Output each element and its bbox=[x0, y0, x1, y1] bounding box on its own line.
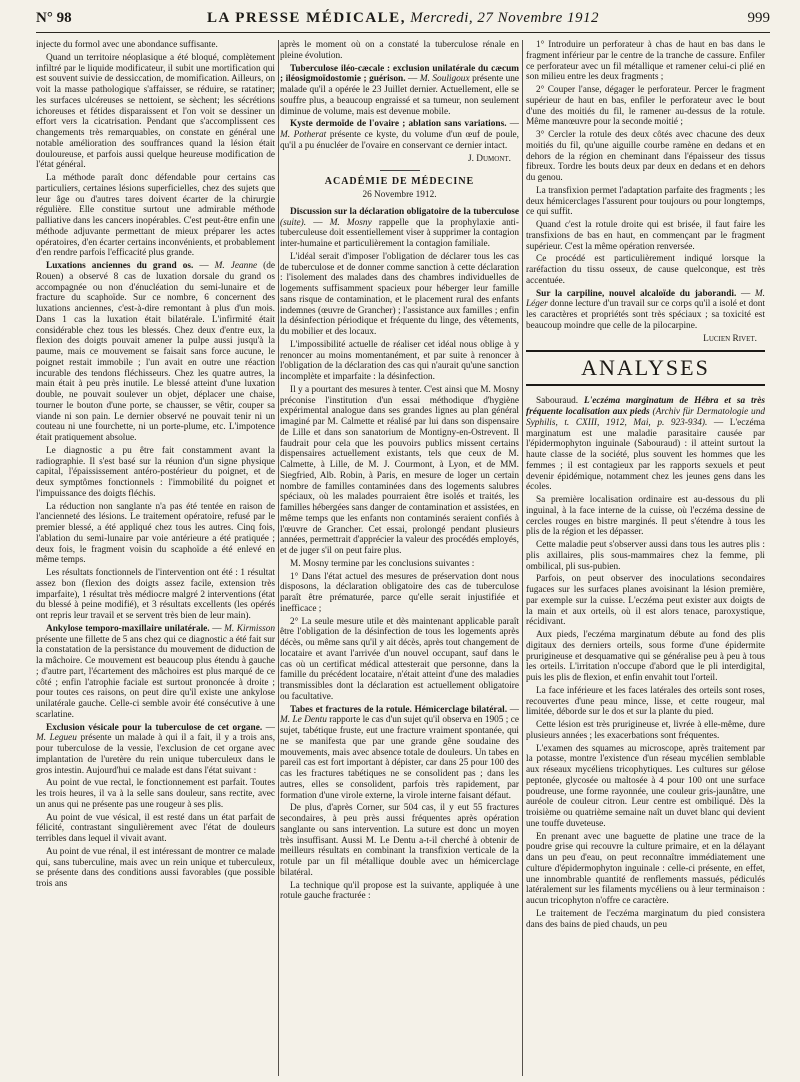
article-text: présente un malade à qui il a fait, il y a trois ans, pour tuberculose de la vessie, l'exclusion de cet organe avec implantation de l'uretère du rein unique tuberculeux dans le gros intestin. Aujourd'hui ce malade est dans l'état suivant : bbox=[36, 733, 275, 776]
column-3 bbox=[526, 40, 765, 1076]
paragraph: 2° Couper l'anse, dégager le perforateur. Percer le fragment supérieur de haut en bas, enfiler le perforateur avec le bout d'une des moitiés du fil, le ramener au-dessus de la rotule. Même manœuvre pour la seconde moitié ; bbox=[526, 85, 765, 128]
article-author: M. Mosny bbox=[329, 217, 372, 228]
section-banner-analyses: ANALYSES bbox=[526, 350, 765, 386]
column-2 bbox=[280, 40, 519, 1076]
separator bbox=[380, 170, 420, 171]
paragraph: Parfois, on peut observer des inoculations secondaires fugaces sur les surfaces planes avoisinant la lésion première, par exemple sur la cuisse. L'eczéma peut exister aux doigts de la main et aux orteils, où il est alors tenace, paroxystique, récidivant. bbox=[526, 574, 765, 628]
article-tuberculose-ileo-caecale: Tuberculose iléo-cæcale : exclusion unilatérale du cæcum ; iléosigmoïdostomie ; guérison. — M. Souligoux présente une malade qu'il a opérée le 23 Juillet dernier. Actuellement, elle se souffre plus, a beaucoup engraissé et sa tumeur, non seulement diminue de volume, mais est devenue mobile. bbox=[280, 63, 519, 117]
article-author: M. Souligoux bbox=[419, 74, 470, 85]
section-heading: ACADÉMIE DE MÉDECINE bbox=[324, 176, 475, 188]
article-text: donne lecture d'un travail sur ce corps qu'il a isolé et dont les caractères et propriétés sont très spéciaux ; sa toxicité est beaucoup moindre que celle de la pilocarpine. bbox=[526, 299, 765, 331]
analysis-text: — L'eczéma marginatum est une maladie parasitaire causée par l'épidermophyton inguinale (Sabouraud) : il atteint surtout la haute classe de la société, plus souvent les hommes que les femmes ; il est contagieux par les rapports sexuels et peut devenir épidémique, notamment chez les jeunes gens dans les écoles. bbox=[526, 417, 765, 493]
signature: J. Dumont. bbox=[468, 153, 511, 164]
paragraph: Ce procédé est particulièrement indiqué lorsque la raréfaction du tissu osseux, de cause quelconque, est très accentuée. bbox=[526, 254, 765, 286]
paragraph: injecte du formol avec une abondance suffisante. bbox=[36, 40, 218, 50]
paragraph: La transfixion permet l'adaptation parfaite des fragments ; les deux hémicerclages l'assurent pour toujours ou pour longtemps, ce qui suffit. bbox=[526, 185, 765, 218]
analysis-eczema bbox=[526, 396, 765, 493]
article-author: M. Le Dentu bbox=[280, 715, 327, 726]
paragraph: L'impossibilité actuelle de réaliser cet idéal nous oblige à y renoncer au moins momentanément, et par suite à renoncer à l'obligation de la déclaration des cas qui n'aurait qu'une sanction incomplète et imparfaite : la désinfection. bbox=[280, 339, 519, 382]
paragraph: La réduction non sanglante n'a pas été tentée en raison de l'ancienneté des lésions. Le traitement opératoire, refusé par le premier blessé, a été appliqué chez tous les autres. Cinq fois, l'ablation du semi-lunaire par voie antérieure a été pratiquée ; deux fois, le fragment voisin du scaphoïde a été enlevé en même temps. bbox=[36, 501, 275, 566]
paragraph: La méthode paraît donc défendable pour certains cas particuliers, certaines lésions superficielles, chez des sujets que leur âge ou d'autres tares doivent écarter de la chirurgie régulière. Elle constitue surtout une admirable méthode palliative dans les cancers inopérables. C'est peut-être enfin une méthode adjuvante permettant de mieux préparer les actes opératoires, d'en écarter certains inconvénients, et probablement d'en rendre parfois l'efficacité plus grande. bbox=[36, 173, 275, 259]
article-kyste-dermoide: Kyste dermoïde de l'ovaire ; ablation sans variations. — M. Potherat présente ce kyste, du volume d'un œuf de poule, qu'il a pu énucléer de l'ovaire en conservant ce dernier intact. bbox=[280, 119, 519, 151]
paragraph: 1° Dans l'état actuel des mesures de préservation dont nous disposons, la déclaration obligatoire des cas de tuberculose paraît être prématurée, parce qu'elle serait injustifiée et inefficace ; bbox=[280, 571, 519, 614]
article-title: Ankylose temporo-maxillaire unilatérale. bbox=[46, 623, 210, 634]
paragraph: Au point de vue rénal, il est intéressant de montrer ce malade qui, sans tuberculine, mais avec un rein unique et tuberculeux, se présente dans des conditions aussi favorables (que possible trois ans bbox=[36, 846, 275, 889]
article-title: Sur la carpiline, nouvel alcaloïde du jaborandi. bbox=[536, 288, 737, 299]
page-number-left: N° 98 bbox=[36, 10, 72, 26]
article-author: M. Léger bbox=[526, 288, 765, 310]
paragraph: L'examen des squames au microscope, après traitement par la potasse, montre l'existence d'un réseau mycélien semblable aux réseaux mycéliens tricophytiques. Les cultures sur gélose peptonée, glycosée ou maltosée à 4 pour 100 ont une surface poudreuse, une forme rayonnée, une couleur gris-jaunâtre, une auréole de couleur citron. Leur centre est ombiliqué. Dès la troisième ou quatrième semaine naît un duvet blanc qui devient une touffe duveteuse. bbox=[526, 743, 765, 829]
paragraph: La face inférieure et les faces latérales des orteils sont roses, recouvertes d'une peau mince, lisse, et cette rougeur, mal limitée, déborde sur le dos et sur la plante du pied. bbox=[526, 685, 765, 718]
paragraph: Quand c'est la rotule droite qui est brisée, il faut faire les transfixions de bas en haut, en commençant par le fragment supérieur. C'est la même opération renversée. bbox=[526, 220, 765, 252]
article-title: Luxations anciennes du grand os. bbox=[46, 261, 194, 271]
article-text: rapporte le cas d'un sujet qu'il observa en 1905 ; ce sujet, tabétique fruste, eut une fracture vraiment spontanée, qui ne se manifesta que par une grande gêne soudaine des mouvements, mais avec absence totale de douleurs. Un tabes en pareil cas est fort important à dépister, car dans 25 pour 100 des cas les fractures tabétiques ne se consolident pas ; dans les autres, elles se consolident, parfois très rapidement, par formation d'une virole externe, la virole interne faisant défaut. bbox=[280, 715, 519, 801]
column-divider bbox=[522, 40, 523, 1076]
analysis-reference: (Archiv für Dermatologie und Syphilis, t. CXIII, 1912, Mai, p. 923-934). bbox=[526, 407, 765, 428]
article-title: Kyste dermoïde de l'ovaire ; ablation sans variations. bbox=[290, 119, 507, 130]
analysis-author: Sabouraud. bbox=[536, 396, 579, 407]
article-author: M. Legueu bbox=[36, 733, 77, 744]
article-suite: (suite). bbox=[280, 217, 307, 228]
column-1 bbox=[36, 40, 275, 1076]
article-title: Tabes et fractures de la rotule. Hémicerclage bilatéral. bbox=[290, 704, 508, 715]
column-divider bbox=[278, 40, 279, 1076]
paragraph: Quand un territoire néoplasique a été bloqué, complètement infiltré par le liquide modificateur, il subit une mortification qui est souvent suivie de dessiccation, de momification. Ailleurs, on voit la masse pathologique s'affaisser, se réduire, se ratatiner; les surfaces ulcéreuses se nettoient, se sèchent; les sécrétions ichoreuses et fétides disparaissent et l'on voit se dessiner un effort vers la cicatrisation. Pendant que s'accomplissent ces changements très remarquables, on constate en général une notable amélioration des souffrances quand la lésion était douloureuse, et parfois aussi quelque heureuse modification de l'état général. bbox=[36, 52, 275, 171]
paragraph: Il y a pourtant des mesures à tenter. C'est ainsi que M. Mosny préconise l'institution d'un essai méthodique d'hygiène expérimental analogue dans ses grandes lignes au plan général imaginé par M. Calmette et réalisé par lui dans son dispensaire de Lille et dans son sanatorium de Montigny-en-Ostrevent. Il faudrait pour cela que les pouvoirs publics missent certains dispensaires actuellement existants, tels que ceux de M. Calmette, à Lille, de M. J. Courmont, à Lyon, et de MM. Siegfried, Alb. Robin, à Paris, en mesure de loger un certain nombre de familles contaminées dans des logements salubres spéciaux, où les malades pourraient être isolés et traités, les familles hébergées sans danger de contamination et assistées, en même temps que les enfants non contaminés seraient confiés à l'œuvre de Grancher. Cet essai, prolongé pendant plusieurs années, permettrait d'apprécier la valeur des procédés employés, et de juger s'il on peut faire plus. bbox=[280, 384, 519, 556]
paragraph: Cette maladie peut s'observer aussi dans tous les autres plis : plis axillaires, plis sous-mammaires chez la femme, pli ombilical, pli sus-pubien. bbox=[526, 540, 765, 572]
article-ankylose: Ankylose temporo-maxillaire unilatérale. — M. Kirmisson présente une fillette de 5 ans chez qui ce diagnostic a été fait sur la constatation de la persistance du mouvement de diduction de la mâchoire. Ce mouvement est beaucoup plus étendu à gauche ; d'autre part, l'écartement des mâchoires est plus marqué de ce côté ; enfin l'atrophie faciale est surtout prononcée à droite ; pour toutes ces raisons, on peut dire qu'il existe une ankylose unilatérale gauche. Celle-ci semble avoir été consécutive à une scarlatine. bbox=[36, 623, 275, 720]
paragraph: M. Mosny termine par les conclusions suivantes : bbox=[290, 558, 475, 569]
journal-title: LA PRESSE MÉDICALE, bbox=[206, 10, 406, 26]
paragraph: De plus, d'après Corner, sur 504 cas, il y eut 55 fractures secondaires, à peu près aussi fréquentes après opération sanglante ou sans intervention. La suture est donc un moyen très insuffisant. Aussi M. Le Dentu a-t-il cherché à obtenir de meilleurs résultats en combinant la transfixion verticale de la rotule par un fil métallique double avec un hémicerclage bilatéral. bbox=[280, 803, 519, 878]
paragraph: Cette lésion est très prurigineuse et, livrée à elle-même, dure plusieurs années ; les exacerbations sont fréquentes. bbox=[526, 720, 765, 741]
article-title: Exclusion vésicale pour la tuberculose de cet organe. bbox=[46, 722, 263, 733]
signature: Lucien Rivet. bbox=[703, 333, 757, 344]
article-luxations: Luxations anciennes du grand os. — M. Jeanne (de Rouen) a observé 8 cas de luxation dorsale du grand os accompagnée ou non d'énucléation du semi-lunaire et de fracture du scaphoïde. Sur ce nombre, 6 concernent des luxations anciennes, c'est-à-dire remontant à plus d'un mois. Dans 1 cas la luxation était bilatérale. L'infirmité était considérable chez tous les blessés. Chez deux d'entre eux, la flexion des doigts pouvait amener la pulpe aussi jusqu'à la paume, mais ce mouvement se faisait sans force aucune, le poignet restait immobile ; l'un avait en outre une réaction incurable des tendons fléchisseurs. Chez les quatre autres, la main était à peu près inutile. Le blessé atteint d'une luxation double, ne pouvait soulever un objet, déplacer une chaise, tourner le bouton d'une porte, se chausser, se vêtir, couper sa viande ni son pain. Le dernier observé ne pouvait tenir ni un couteau ni une fourchette, ni un porte-plume, etc. L'impotence était pratiquement absolue. bbox=[36, 261, 275, 443]
article-author: M. Kirmisson bbox=[224, 623, 275, 634]
paragraph: En prenant avec une baguette de platine une trace de la poudre grise qui recouvre la culture primaire, et en la délayant dans un peu d'eau, on peut reconnaître immédiatement une culture d'épidermophyton inguinale : celle-ci présente, en effet, une innombrable quantité de renflements massués, pédiculés latéralement sur les filaments mycéliens ou à leur terminaison : aucun tricophyton n'offre ce caractère. bbox=[526, 831, 765, 906]
article-title: Discussion sur la déclaration obligatoire de la tuberculose bbox=[290, 206, 519, 217]
article-text: présente ce kyste, du volume d'un œuf de poule, qu'il a pu énucléer de l'ovaire en conservant ce dernier intact. bbox=[280, 130, 519, 151]
article-author: M. Potherat bbox=[280, 130, 327, 140]
paragraph: Sa première localisation ordinaire est au-dessous du pli inguinal, à la face interne de la cuisse, où l'eczéma dessine de cercles rouges en bistre marginés. Il peut s'étendre à tous les plis de la région et les dépasser. bbox=[526, 495, 765, 538]
paragraph: La technique qu'il propose est la suivante, appliquée à une rotule gauche fracturée : bbox=[280, 880, 519, 902]
paragraph: Au point de vue rectal, le fonctionnement est parfait. Toutes les trois heures, il va à la selle sans douleur, sans rectite, avec un anus qui ne présente pas une rougeur à ses plis. bbox=[36, 778, 275, 810]
page-number-right: 999 bbox=[747, 10, 770, 26]
article-text: (de Rouen) a observé 8 cas de luxation dorsale du grand os accompagnée ou non d'énucléation du semi-lunaire et de fracture du scaphoïde. Sur ce nombre, 6 concernent des luxations anciennes, c'est-à-dire remontant à plus d'un mois. Dans 1 cas la luxation était bilatérale. L'infirmité était considérable chez tous les blessés. Chez deux d'entre eux, la flexion des doigts pouvait amener la pulpe aussi jusqu'à la paume, mais ce mouvement se faisait sans force aucune, le poignet restait immobile ; l'un avait en outre une réaction incurable des tendons fléchisseurs. Chez les quatre autres, la main était à peu près inutile. Le blessé atteint d'une luxation double, ne pouvait soulever un objet, déplacer une chaise, tourner le bouton d'une porte, se chausser, se vêtir, couper sa viande ni son pain. Le dernier observé ne pouvait tenir ni un couteau ni une fourchette, ni un porte-plume, etc. L'impotence était pratiquement absolue. bbox=[36, 261, 275, 443]
article-declaration-tuberculose: Discussion sur la déclaration obligatoire de la tuberculose (suite). — M. Mosny rappelle que la prophylaxie anti-tuberculeuse doit essentiellement viser à supprimer la contagion inter-humaine et particulièrement la contagion familiale. bbox=[280, 206, 519, 249]
page-header bbox=[36, 10, 770, 33]
paragraph: Au point de vue vésical, il est resté dans un état parfait de félicité, contrastant singulièrement avec l'état de douleurs terribles dans lequel il vivait avant. bbox=[36, 812, 275, 844]
paragraph: L'idéal serait d'imposer l'obligation de déclarer tous les cas de tuberculose et de donner comme sanction à cette déclaration : l'isolement des malades dans des chambres individuelles de logements suffisamment spacieux pour héberger leur famille sans risque de contamination, et le placement rural des enfants indemnes (œuvre de Grancher) ; l'assistance aux familles ; enfin la désinfection périodique et fréquente du linge, des vêtements, du mobilier et des locaux. bbox=[280, 251, 519, 337]
article-text: présente une fillette de 5 ans chez qui ce diagnostic a été fait sur la constatation de la persistance du mouvement de diduction de la mâchoire. Ce mouvement est beaucoup plus étendu à gauche ; d'autre part, l'écartement des mâchoires est plus marqué de ce côté ; enfin l'atrophie faciale est surtout prononcée à droite ; pour toutes ces raisons, on peut dire qu'il existe une ankylose unilatérale gauche. Celle-ci semble avoir été consécutive à une scarlatine. bbox=[36, 634, 275, 720]
paragraph: 3° Cercler la rotule des deux côtés avec chacune des deux moitiés du fil, qu'une aiguille courbe ramène en dedans et en dehors de la région en cheminant dans l'épaisseur des tissus fibreux. Tordre les bouts deux par deux en dedans et en dehors du genou. bbox=[526, 130, 765, 183]
section-date: 26 Novembre 1912. bbox=[362, 190, 437, 200]
paragraph: 1° Introduire un perforateur à chas de haut en bas dans le fragment inférieur par le centre de la tranche de cassure. Enfiler ce perforateur avec un fil métallique et ramener celui-ci plié en son milieu entre les deux fragments ; bbox=[526, 40, 765, 83]
article-text: rappelle que la prophylaxie anti-tuberculeuse doit essentiellement viser à supprimer la contagion inter-humaine et particulièrement la contagion familiale. bbox=[280, 217, 519, 249]
analysis-title: L'eczéma marginatum de Hébra et sa très fréquente localisation aux pieds bbox=[526, 396, 765, 417]
journal-masthead bbox=[36, 10, 770, 27]
paragraph: Les résultats fonctionnels de l'intervention ont été : 1 résultat assez bon (flexion des doigts assez facile, extension très imparfaite), 1 résultat très médiocre malgré 2 interventions (état du blessé à peine modifié), et 3 résultats excellents (les opérés ont repris leur travail et se servent très bien de leur main). bbox=[36, 568, 275, 621]
issue-date: Mercredi, 27 Novembre 1912 bbox=[410, 10, 599, 26]
article-carpiline: Sur la carpiline, nouvel alcaloïde du jaborandi. — M. Léger donne lecture d'un travail sur ce corps qu'il a isolé et dont les caractères et propriétés sont très spéciaux ; sa toxicité est beaucoup moindre que celle de la pilocarpine. bbox=[526, 288, 765, 331]
paragraph: Le traitement de l'eczéma marginatum du pied consistera dans des bains de pied chauds, un peu bbox=[526, 908, 765, 930]
paragraph: 2° La seule mesure utile et dès maintenant applicable paraît être l'obligation de la désinfection de tous les logements après décès, ou même sans qu'il y ait décès, après tout changement de locataire et avant l'arrivée d'un nouvel occupant, sauf dans le cas où un certificat médical attesterait que personne, dans la famille du précédent locataire, n'était atteint d'une des maladies transmissibles dont la déclaration est actuellement obligatoire ou facultative. bbox=[280, 616, 519, 702]
paragraph: Le diagnostic a pu être fait constamment avant la radiographie. Il s'est basé sur la réunion d'un signe physique capital, l'épaississement antéro-postérieur du poignet, et de deux symptômes fonctionnels : l'immobilité du poignet et l'impuissance des doigts fléchis. bbox=[36, 445, 275, 499]
article-text: présente une malade qu'il a opérée le 23 Juillet dernier. Actuellement, elle se souffre plus, a beaucoup engraissé et sa tumeur, non seulement diminue de volume, mais est devenue mobile. bbox=[280, 74, 519, 117]
paragraph: Aux pieds, l'eczéma marginatum débute au fond des plis digitaux des derniers orteils, sous forme d'une épidermite prurigineuse et desquamative qui se généralise peu à peu à tous les orteils. L'irritation n'occupe d'abord que le pli interdigital, puis les plis de flexion, et enfin envahit tout l'orteil. bbox=[526, 630, 765, 683]
article-exclusion-vesicale: Exclusion vésicale pour la tuberculose de cet organe. — M. Legueu présente un malade à qui il a fait, il y a trois ans, pour tuberculose de la vessie, l'exclusion de cet organe avec implantation de l'uretère du rein unique tuberculeux dans le gros intestin. Aujourd'hui ce malade est dans l'état suivant : bbox=[36, 722, 275, 776]
paragraph: après le moment où on a constaté la tuberculose rénale en pleine évolution. bbox=[280, 40, 519, 61]
article-author: M. Jeanne bbox=[214, 261, 258, 271]
article-title: Tuberculose iléo-cæcale : exclusion unilatérale du cæcum ; iléosigmoïdostomie ; guérison. bbox=[280, 63, 519, 85]
article-tabes-rotule: Tabes et fractures de la rotule. Hémicerclage bilatéral. — M. Le Dentu rapporte le cas d'un sujet qu'il observa en 1905 ; ce sujet, tabétique fruste, eut une fracture vraiment spontanée, qui ne se manifesta que par une grande gêne soudaine des mouvements, mais avec absence totale de douleurs. Un tabes en pareil cas est fort important à dépister, car dans 25 pour 100 des cas les fractures tabétiques ne se consolident pas ; dans les autres, elles se consolident, parfois très rapidement, par formation d'une virole externe, la virole interne faisant défaut. bbox=[280, 704, 519, 801]
